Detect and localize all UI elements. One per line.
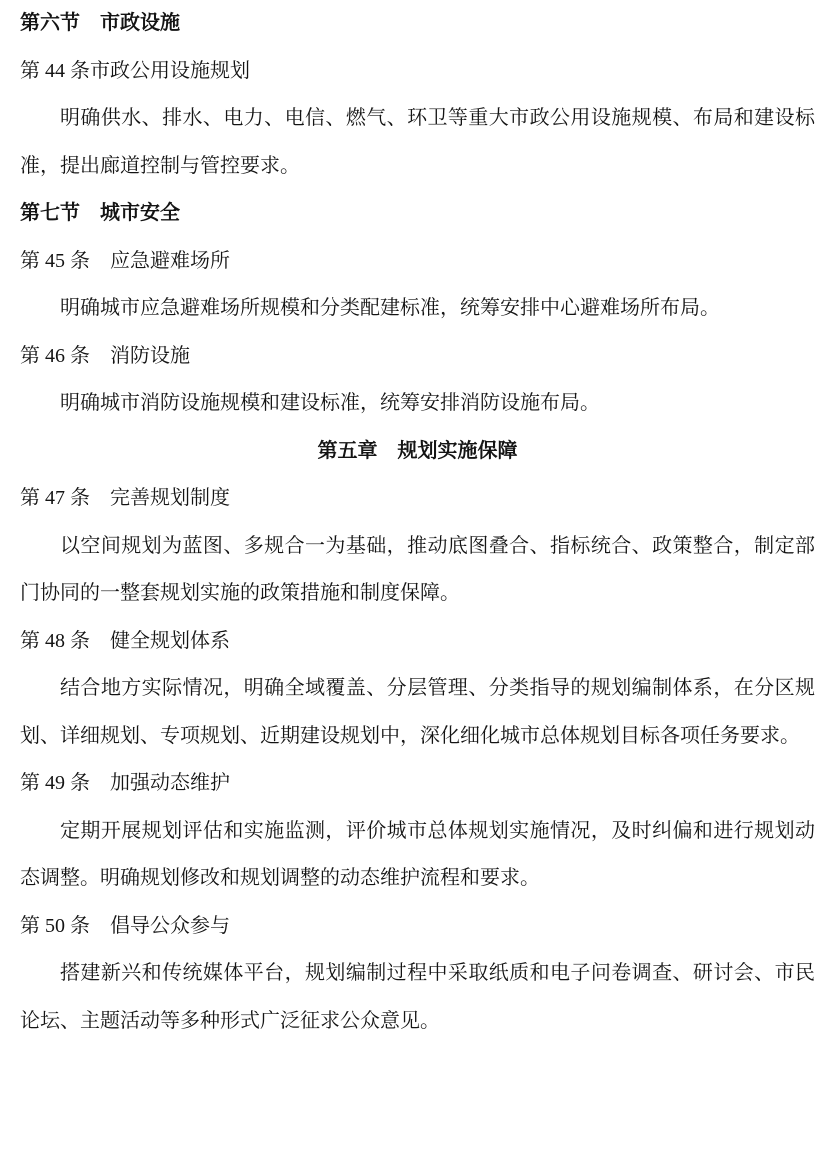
article-45-title: 第 45 条 应急避难场所 [20,249,230,272]
article-45-body: 明确城市应急避难场所规模和分类配建标准，统筹安排中心避难场所布局。 [60,297,720,319]
article-50-body: 搭建新兴和传统媒体平台，规划编制过程中采取纸质和电子问卷调查、研讨会、市民论坛、主题活动等多种形式广泛征求公众意见。 [20,962,815,1032]
article-49-body: 定期开展规划评估和实施监测，评价城市总体规划实施情况，及时纠偏和进行规划动态调整。明确规划修改和规划调整的动态维护流程和要求。 [20,819,815,889]
article-48-title: 第 48 条 健全规划体系 [20,629,230,652]
article-47-title: 第 47 条 完善规划制度 [20,487,230,509]
chapter-5-heading: 第五章 规划实施保障 [317,439,518,462]
article-47-body: 以空间规划为蓝图、多规合一为基础，推动底图叠合、指标统合、政策整合，制定部门协同的一整套规划实施的政策措施和制度保障。 [20,534,815,604]
article-46-title: 第 46 条 消防设施 [20,344,190,367]
article-49-title: 第 49 条 加强动态维护 [20,772,230,794]
section-heading-6: 第六节 市政设施 [20,12,180,34]
article-46-body: 明确城市消防设施规模和建设标准，统筹安排消防设施布局。 [60,392,600,414]
article-48-body: 结合地方实际情况，明确全域覆盖、分层管理、分类指导的规划编制体系，在分区规划、详细规划、专项规划、近期建设规划中，深化细化城市总体规划目标各项任务要求。 [20,677,815,747]
section-heading-7: 第七节 城市安全 [20,202,180,224]
article-50-title: 第 50 条 倡导公众参与 [20,914,230,937]
article-44-body: 明确供水、排水、电力、电信、燃气、环卫等重大市政公用设施规模、布局和建设标准，提出廊道控制与管控要求。 [20,107,815,177]
article-44-title: 第 44 条市政公用设施规划 [20,59,250,82]
